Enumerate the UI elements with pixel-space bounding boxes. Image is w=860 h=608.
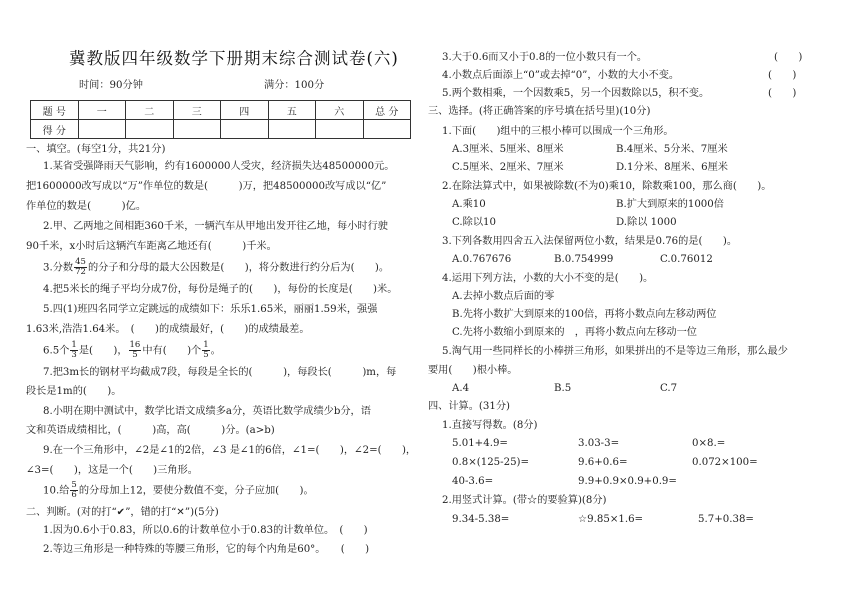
score-input-cell[interactable]	[173, 120, 221, 139]
question-text: 1.直接写得数。(8分)	[442, 420, 538, 431]
question-text: ∠3=( )，这是一个( )三角形。	[26, 465, 198, 476]
question-text: 2.等边三角形是一种特殊的等腰三角形，它的每个内角是60°。 ( )	[43, 544, 370, 555]
option-text: D.1分米、8厘米、6厘米	[616, 162, 728, 173]
option-text: C.先将小数缩小到原来的 ，再将小数点向左移动一位	[452, 327, 697, 338]
question-text: 7.把3m长的钢材平均截成7段，每段是全长的( )，每段长( )m，每	[43, 367, 397, 378]
option-text: B.扩大到原来的1000倍	[616, 199, 724, 210]
option-text: C.7	[660, 383, 678, 394]
question-suffix: 的分母加上12，要使分数值不变，分子应加( )。	[78, 485, 314, 497]
score-table-cell: 一	[78, 101, 126, 120]
question-text: 1.63米,浩浩1.64米。 ( )的成绩最好，( )的成绩最差。	[26, 324, 310, 335]
question-text: 1.某省受强降雨天气影响，约有1600000人受灾，经济损失达48500000元。	[43, 161, 395, 172]
exam-time: 时间：90分钟	[79, 80, 143, 91]
question-text: 5.淘气用一些同样长的小棒拼三角形，如果拼出的不是等边三角形，那么最少	[442, 346, 788, 357]
calc-item: 9.9+0.9×0.9+0.9=	[578, 476, 677, 487]
option-text: C.除以10	[452, 217, 497, 228]
page-title: 冀教版四年级数学下册期末综合测试卷(六)	[69, 49, 399, 68]
question-text: 3.下列各数用四舍五入法保留两位小数，结果是0.76的是( )。	[442, 236, 738, 247]
section-heading: 四、计算。(31分)	[428, 401, 511, 412]
option-text: A.去掉小数点后面的零	[452, 291, 555, 302]
question-text: 作单位的数是( )亿。	[26, 201, 147, 212]
question-text: 5.两个数相乘，一个因数乘5，另一个因数除以5，积不变。	[442, 88, 710, 99]
score-table-cell: 得 分	[31, 120, 79, 139]
score-table-cell: 三	[173, 101, 221, 120]
question-text: 1.下面( )组中的三根小棒可以围成一个三角形。	[442, 126, 674, 137]
question-text: 4.把5米长的绳子平均分成7份，每份是绳子的( )，每份的长度是( )米。	[43, 284, 398, 295]
answer-parens: ( )	[774, 52, 803, 63]
question-text: 3.大于0.6而又小于0.8的一位小数只有一个。	[442, 52, 648, 63]
fraction	[202, 341, 209, 360]
question-part: 6.5个	[43, 345, 70, 357]
score-table-cell: 五	[268, 101, 316, 120]
option-text: A.4	[452, 383, 470, 394]
score-input-cell[interactable]	[126, 120, 174, 139]
question-text: 8.小明在期中测试中，数学比语文成绩多a分，英语比数学成绩少b分，语	[43, 406, 371, 417]
calc-item: ☆9.85×1.6=	[578, 514, 644, 525]
question-text: 90千米，x小时后这辆汽车距离乙地还有( )千米。	[26, 241, 277, 252]
fraction-numerator: 45	[75, 257, 86, 267]
fraction-denominator: 5	[203, 350, 209, 360]
fraction	[70, 341, 77, 360]
score-table-header-row	[31, 101, 411, 120]
question-text	[43, 258, 389, 277]
question-text: 9.在一个三角形中，∠2是∠1的2倍，∠3 是∠1的6倍，∠1=( )，∠2=( )，	[43, 445, 417, 456]
option-text: B.0.754999	[554, 254, 614, 265]
question-text: 把1600000改写成以“万”作单位的数是( )万，把48500000改写成以“亿”	[26, 181, 387, 192]
calc-item: 3.03-3=	[578, 438, 620, 449]
fraction-denominator: 3	[71, 350, 77, 360]
question-text: 段长是1m的( )。	[26, 386, 122, 397]
calc-item: 5.01+4.9=	[452, 438, 508, 449]
calc-item: 0.072×100=	[692, 457, 758, 468]
score-table-cell: 四	[221, 101, 269, 120]
score-table	[30, 100, 411, 139]
calc-item: 0.8×(125-25)=	[452, 457, 530, 468]
option-text: B.5	[554, 383, 572, 394]
fraction-denominator: 5	[132, 350, 138, 360]
calc-item: 0×8.=	[692, 438, 726, 449]
question-text	[43, 341, 221, 360]
fraction	[129, 341, 142, 360]
option-text: C.0.76012	[660, 254, 713, 265]
score-input-cell[interactable]	[221, 120, 269, 139]
option-text: D.除以 1000	[616, 217, 677, 228]
question-text: 4.小数点后面添上“0”或去掉“0”，小数的大小不变。	[442, 70, 680, 81]
answer-parens: ( )	[768, 88, 797, 99]
answer-parens: ( )	[768, 70, 797, 81]
question-text	[43, 481, 314, 500]
question-part: 是( )，	[78, 345, 128, 357]
question-part: 中有( )个	[142, 345, 202, 357]
question-text: 4.运用下列方法，小数的大小不变的是( )。	[442, 273, 654, 284]
score-table-cell: 六	[316, 101, 364, 120]
section-heading: 一、填空。(每空1分，共21分)	[26, 144, 166, 155]
question-suffix: 的分子和分母的最大公因数是( )，将分数进行约分后为( )。	[87, 262, 390, 274]
option-text: B.先将小数扩大到原来的100倍，再将小数点向左移动两位	[452, 309, 717, 320]
question-text: 2.甲、乙两地之间相距360千米，一辆汽车从甲地出发开往乙地，每小时行驶	[43, 221, 388, 232]
score-table-score-row	[31, 120, 411, 139]
calc-item: 9.6+0.6=	[578, 457, 628, 468]
score-input-cell[interactable]	[316, 120, 364, 139]
calc-item: 40-3.6=	[452, 476, 494, 487]
question-text: 2.在除法算式中，如果被除数(不为0)乘10，除数乘100，那么商( )。	[442, 181, 772, 192]
option-text: B.4厘米、5分米、7厘米	[616, 144, 728, 155]
score-table-cell: 题 号	[31, 101, 79, 120]
exam-full-score: 满分：100分	[264, 80, 325, 91]
score-table-cell: 二	[126, 101, 174, 120]
fraction	[74, 258, 87, 277]
question-text: 文和英语成绩相比，( )高，高( )分。(a>b)	[26, 425, 275, 436]
fraction-denominator: 6	[71, 490, 77, 500]
question-prefix: 10.给	[43, 485, 70, 497]
fraction-numerator: 16	[129, 340, 141, 350]
score-input-cell[interactable]	[78, 120, 126, 139]
fraction-numerator: 5	[71, 480, 77, 490]
section-heading: 二、判断。(对的打“✔”，错的打“✕”)(5分)	[26, 507, 219, 518]
option-text: A.0.767676	[452, 254, 512, 265]
question-text: 2.用竖式计算。(带☆的要验算)(8分)	[442, 495, 607, 506]
fraction	[70, 481, 77, 500]
question-prefix: 3.分数	[43, 262, 74, 274]
score-input-cell[interactable]	[268, 120, 316, 139]
calc-item: 9.34-5.38=	[452, 514, 510, 525]
score-input-cell[interactable]	[363, 120, 411, 139]
question-text: 1.因为0.6小于0.83，所以0.6的计数单位小于0.83的计数单位。 ( )	[43, 525, 368, 536]
fraction-denominator: 72	[75, 267, 86, 277]
option-text: C.5厘米、2厘米、7厘米	[452, 162, 564, 173]
fraction-numerator: 1	[203, 340, 209, 350]
fraction-numerator: 1	[71, 340, 77, 350]
option-text: A.3厘米、5厘米、8厘米	[452, 144, 564, 155]
section-heading: 三、选择。(将正确答案的序号填在括号里)(10分)	[428, 106, 651, 117]
question-text: 5.四(1)班四名同学立定跳远的成绩如下：乐乐1.65米，丽丽1.59米，强强	[43, 304, 378, 315]
score-table-cell: 总 分	[363, 101, 411, 120]
calc-item: 5.7+0.38=	[698, 514, 754, 525]
option-text: A.乘10	[452, 199, 486, 210]
question-text: 要用( )根小棒。	[428, 365, 518, 376]
question-part: 。	[210, 345, 221, 357]
